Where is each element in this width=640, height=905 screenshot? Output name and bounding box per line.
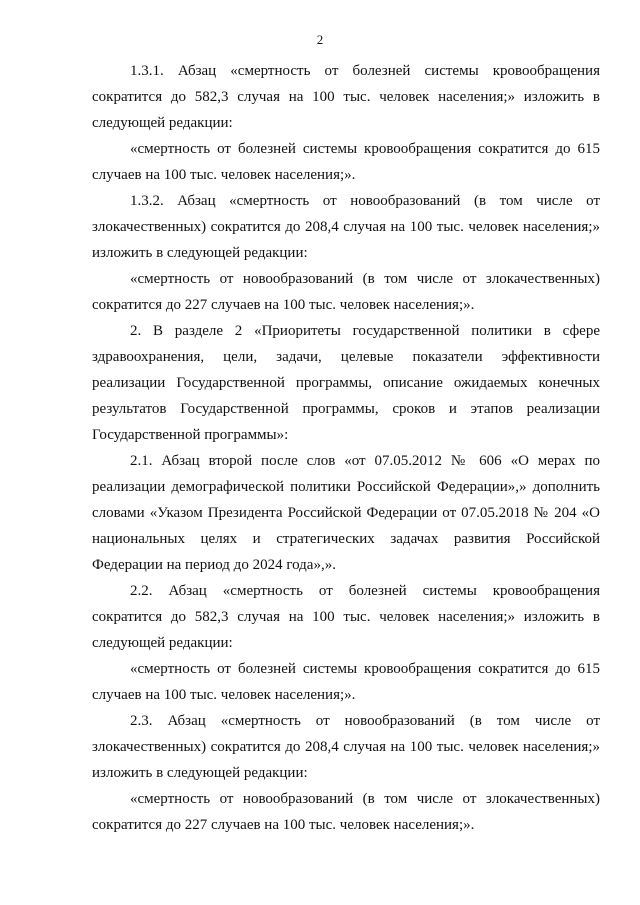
paragraph-2: 2. В разделе 2 «Приоритеты государственной политики в сфере здравоохранения, цели, задачи, целевые показатели эффективности реализации Государственной программы, описание ожидаемых конечных результатов Государственной программы, сроков и этапов реализации Государственной программы»: [92,323,600,443]
paragraph-1-3-2: 1.3.2. Абзац «смертность от новообразований (в том числе от злокачественных) сократится до 208,4 случая на 100 тыс. человек населения;» изложить в следующей редакции: [92,193,600,261]
paragraph-1-3-2-new-text: «смертность от новообразований (в том числе от злокачественных) сократится до 227 случаев на 100 тыс. человек населения;». [92,271,600,313]
paragraph-2-1: 2.1. Абзац второй после слов «от 07.05.2012 № 606 «О мерах по реализации демографической политики Российской Федерации»,» дополнить словами «Указом Президента Российской Федерации от 07.05.2018 № 204 «О национальных целях и стратегических задачах развития Российской Федерации на период до 2024 года»,». [92,453,600,573]
paragraph-2-3-new-text: «смертность от новообразований (в том числе от злокачественных) сократится до 227 случаев на 100 тыс. человек населения;». [92,791,600,833]
paragraph-1-3-1: 1.3.1. Абзац «смертность от болезней системы кровообращения сократится до 582,3 случая на 100 тыс. человек населения;» изложить в следующей редакции: [92,63,600,131]
page-number: 2 [316,32,324,47]
paragraph-1-3-1-new-text: «смертность от болезней системы кровообращения сократится до 615 случаев на 100 тыс. человек населения;». [92,141,600,183]
document-body [92,58,600,838]
paragraph-2-2-new-text: «смертность от болезней системы кровообращения сократится до 615 случаев на 100 тыс. человек населения;». [92,661,600,703]
paragraph-2-2: 2.2. Абзац «смертность от болезней системы кровообращения сократится до 582,3 случая на 100 тыс. человек населения;» изложить в следующей редакции: [92,583,600,651]
paragraph-2-3: 2.3. Абзац «смертность от новообразований (в том числе от злокачественных) сократится до 208,4 случая на 100 тыс. человек населения;» изложить в следующей редакции: [92,713,600,781]
